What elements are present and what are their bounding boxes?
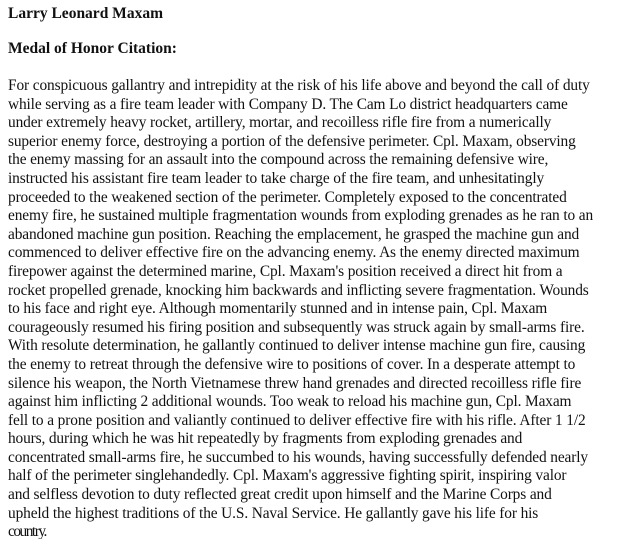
citation-line: enemy fire, he sustained multiple fragmentation wounds from exploding grenades as he ran to an (8, 207, 594, 225)
citation-line: With resolute determination, he gallantly continued to deliver intense machine gun fire, causing (8, 337, 586, 355)
citation-body (8, 77, 640, 539)
citation-line: to his face and right eye. Although momentarily stunned and in intense pain, Cpl. Maxam (8, 300, 548, 318)
citation-heading: Medal of Honor Citation: (8, 40, 177, 57)
citation-line: For conspicuous gallantry and intrepidity at the risk of his life above and beyond the call of duty (8, 77, 590, 94)
citation-line: the enemy massing for an assault into the compound across the remaining defensive wire, (8, 151, 549, 169)
citation-line: proceeded to the weakened section of the perimeter. Completely exposed to the concentrated (8, 188, 567, 206)
citation-line: against him inflicting 2 additional wounds. Too weak to reload his machine gun, Cpl. Maxam (8, 393, 572, 411)
citation-line: rocket propelled grenade, knocking him backwards and inflicting severe fragmentation. Wounds (8, 281, 589, 299)
citation-line: fell to a prone position and valiantly continued to deliver effective fire with his rifle. After 1 1/2 (8, 411, 586, 429)
citation-line: and selfless devotion to duty reflected great credit upon himself and the Marine Corps and (8, 486, 552, 504)
citation-line: firepower against the determined marine, Cpl. Maxam's position received a direct hit from a (8, 262, 563, 280)
citation-line: the enemy to retreat through the defensive wire to positions of cover. In a desperate attempt to (8, 355, 576, 373)
citation-line: half of the perimeter singlehandedly. Cpl. Maxam's aggressive fighting spirit, inspiring valor (8, 467, 567, 485)
citation-line: hours, during which he was hit repeatedly by fragments from exploding grenades and (8, 430, 523, 448)
citation-line: concentrated small-arms fire, he succumbed to his wounds, having successfully defended nearly (8, 448, 588, 466)
citation-line: country. (8, 523, 46, 539)
citation-line: under extremely heavy rocket, artillery, mortar, and recoilless rifle fire from a numerically (8, 114, 552, 132)
citation-line: courageously resumed his firing position and subsequently was struck again by small-arms fire. (8, 318, 585, 336)
citation-line: superior enemy force, destroying a portion of the defensive perimeter. Cpl. Maxam, observing (8, 132, 576, 150)
citation-line: while serving as a fire team leader with Company D. The Cam Lo district headquarters came (8, 95, 568, 113)
citation-line: commenced to deliver effective fire on the advancing enemy. As the enemy directed maximum (8, 244, 580, 262)
citation-line: silence his weapon, the North Vietnamese threw hand grenades and directed recoilless rifle fire (8, 374, 582, 392)
document-title: Larry Leonard Maxam (8, 5, 163, 22)
citation-line: instructed his assistant fire team leader to take charge of the fire team, and unhesitatingly (8, 169, 545, 187)
citation-line: upheld the highest traditions of the U.S. Naval Service. He gallantly gave his life for his (8, 504, 539, 522)
citation-line: abandoned machine gun position. Reaching the emplacement, he grasped the machine gun and (8, 225, 580, 243)
